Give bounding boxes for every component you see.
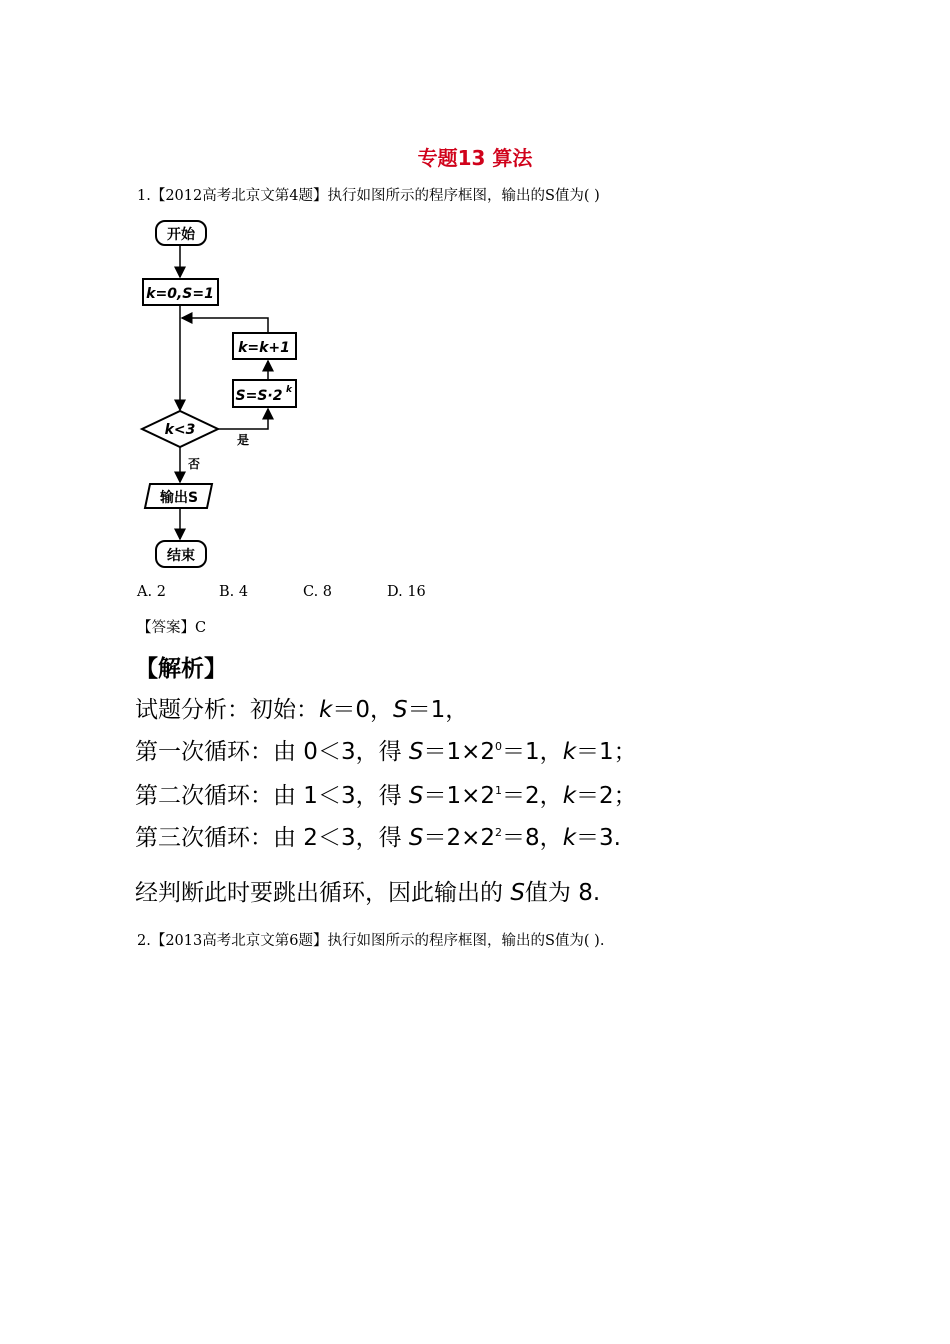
variable-s: S [408, 783, 424, 809]
solution-text: 第三次循环：由 2＜3，得 [135, 825, 409, 851]
choice-d: D. 16 [387, 584, 426, 600]
solution-text: ＝2， [502, 783, 563, 809]
question-1-text: 1.【2012高考北京文第4题】执行如图所示的程序框图，输出的S值为( ) [137, 188, 600, 204]
flowchart-yes-label: 是 [237, 433, 250, 447]
flowchart-increment-label: k=k+1 [238, 340, 290, 356]
question-2-text: 2.【2013高考北京文第6题】执行如图所示的程序框图，输出的S值为( ). [137, 933, 605, 949]
variable-k: k [562, 825, 577, 851]
variable-s: S [392, 697, 408, 723]
solution-text: 值为 8. [524, 880, 601, 906]
exponent: 0 [495, 740, 503, 753]
exponent: 1 [495, 784, 503, 797]
solution-text: 试题分析：初始： [135, 697, 319, 723]
flowchart-loop-line [182, 318, 268, 333]
solution-text: ＝1， [407, 697, 469, 723]
flowchart-output-label: 输出S [159, 490, 199, 506]
variable-s: S [408, 825, 424, 851]
solution-text: ＝3. [576, 825, 621, 851]
solution-text: 经判断此时要跳出循环，因此输出的 [135, 880, 511, 906]
solution-line-3 [135, 777, 637, 810]
solution-text: ＝1； [576, 739, 637, 765]
solution-text: ＝2×2 [423, 825, 496, 851]
solution-text: 第一次循环：由 0＜3，得 [135, 739, 409, 765]
flowchart-start-label: 开始 [167, 227, 195, 243]
solution-text: ＝8， [502, 825, 563, 851]
answer-line: 【答案】C [137, 620, 207, 636]
flowchart [130, 212, 310, 577]
page-title: 专题13 算法 [417, 146, 533, 170]
solution-text: 第二次循环：由 1＜3，得 [135, 783, 409, 809]
solution-text: ＝1×2 [423, 783, 496, 809]
solution-line-2 [135, 733, 637, 766]
variable-s: S [510, 880, 525, 906]
solution-heading: 【解析】 [135, 656, 227, 682]
exponent: 2 [495, 826, 503, 839]
variable-k: k [319, 697, 333, 723]
choice-c: C. 8 [303, 584, 333, 600]
flowchart-update-exponent: k [286, 385, 292, 395]
question-1-choices [137, 584, 426, 600]
variable-k: k [562, 783, 577, 809]
flowchart-update-label: S=S·2 [235, 388, 283, 404]
solution-line-4 [135, 819, 621, 852]
variable-s: S [408, 739, 424, 765]
solution-text: ＝0， [332, 697, 393, 723]
solution-text: ＝2； [576, 783, 637, 809]
solution-text: ＝1， [502, 739, 563, 765]
flowchart-yes-line [218, 409, 268, 429]
variable-k: k [562, 739, 577, 765]
solution-text: ＝1×2 [423, 739, 496, 765]
flowchart-init-label: k=0,S=1 [146, 286, 214, 302]
choice-a: A. 2 [137, 584, 166, 600]
choice-b: B. 4 [219, 584, 249, 600]
flowchart-no-label: 否 [188, 457, 201, 471]
solution-line-1 [135, 691, 468, 724]
solution-conclusion [135, 874, 600, 907]
flowchart-end-label: 结束 [167, 548, 195, 564]
flowchart-decision-label: k<3 [164, 422, 196, 438]
